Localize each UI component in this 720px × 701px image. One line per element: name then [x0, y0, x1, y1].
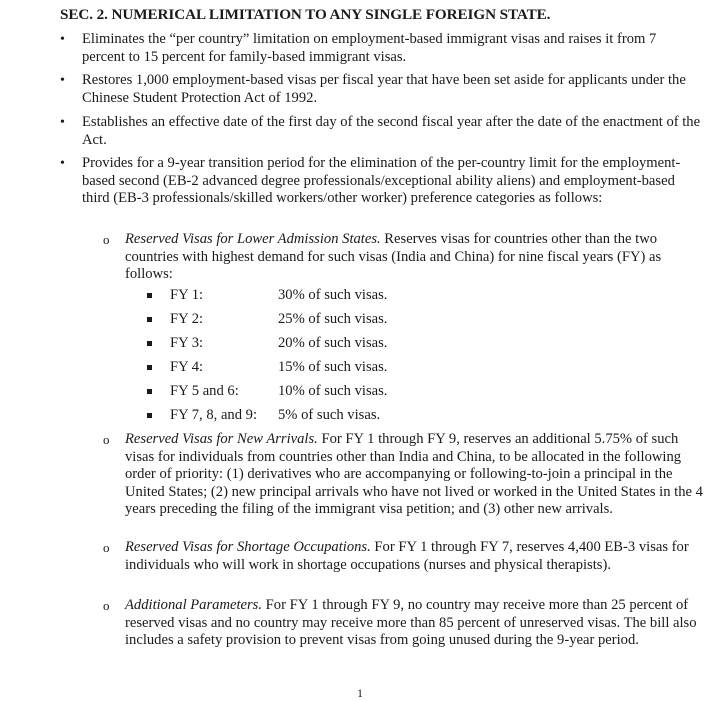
bullet-icon: • [60, 156, 65, 171]
sub-bullet-text: For FY 1 through FY 9, no country may receive more than 25 percent of reserved visas and no country may receive more than 85 percent of unreserved visas. The bill also includes a safety provision to prevent visas from going unused during the 9-year period. [125, 597, 697, 648]
fy-label: FY 5 and 6: [170, 383, 239, 399]
sub-bullet-item [103, 431, 705, 519]
bullet-icon: • [60, 32, 65, 47]
bullet-item [60, 114, 702, 149]
bullet-text: Establishes an effective date of the first day of the second fiscal year after the date of the enactment of the Act. [82, 114, 701, 148]
section-heading: SEC. 2. NUMERICAL LIMITATION TO ANY SINGLE FOREIGN STATE. [60, 6, 551, 23]
fy-label: FY 1: [170, 287, 204, 303]
fy-value: 10% of such visas. [278, 383, 388, 399]
sub-bullet-lead: Reserved Visas for Shortage Occupations. [125, 539, 371, 555]
bullet-text: Eliminates the “per country” limitation on employment-based immigrant visas and raises it from 7 percent to 15 percent for family-based immigrant visas. [82, 31, 657, 65]
circle-bullet-icon: o [103, 540, 110, 555]
fy-label: FY 4: [170, 359, 204, 375]
sub-bullet-item [103, 597, 705, 650]
bullet-text: Restores 1,000 employment-based visas per fiscal year that have been set aside for applicants under the Chinese Student Protection Act of 1992. [82, 72, 686, 106]
sub-bullet-text: For FY 1 through FY 9, reserves an additional 5.75% of such visas for individuals from countries other than India and China, to be allocated in the following order of priority: (1) derivatives who are accompanying or following-to-join a principal in the United States; (2) new principal arrivals who have not lived or worked in the United States in the 4 years preceding the filing of the immigrant visa petition; and (3) other new arrivals. [125, 431, 703, 517]
fy-value: 20% of such visas. [278, 335, 388, 351]
square-bullet-icon [147, 413, 152, 418]
bullet-item [60, 155, 702, 208]
fy-value: 15% of such visas. [278, 359, 388, 375]
fy-label: FY 3: [170, 335, 204, 351]
square-bullet-icon [147, 341, 152, 346]
bullet-item [60, 31, 702, 66]
fy-label: FY 2: [170, 311, 204, 327]
sub-bullet-lead: Reserved Visas for New Arrivals. [125, 431, 318, 447]
square-bullet-icon [147, 365, 152, 370]
sub-bullet-item [103, 231, 705, 284]
fy-value: 25% of such visas. [278, 311, 388, 327]
page-number: 1 [357, 686, 363, 700]
bullet-icon: • [60, 73, 65, 88]
circle-bullet-icon: o [103, 432, 110, 447]
fy-value: 5% of such visas. [278, 407, 381, 423]
circle-bullet-icon: o [103, 232, 110, 247]
fy-value: 30% of such visas. [278, 287, 388, 303]
bullet-item [60, 72, 702, 107]
sub-bullet-text: Reserves visas for countries other than the two countries with highest demand for such visas (India and China) for nine fiscal years (FY) as follows: [125, 231, 662, 282]
bullet-icon: • [60, 115, 65, 130]
circle-bullet-icon: o [103, 598, 110, 613]
sub-bullet-lead: Additional Parameters. [125, 597, 263, 613]
sub-bullet-text: For FY 1 through FY 7, reserves 4,400 EB-3 visas for individuals who will work in shortage occupations (nurses and physical therapists). [125, 539, 689, 573]
square-bullet-icon [147, 389, 152, 394]
square-bullet-icon [147, 293, 152, 298]
fy-label: FY 7, 8, and 9: [170, 407, 258, 423]
square-bullet-icon [147, 317, 152, 322]
bullet-text: Provides for a 9-year transition period for the elimination of the per-country limit for the employment-based second (EB-2 advanced degree professionals/exceptional ability aliens) and employment-based third (EB-3 professionals/skilled workers/other worker) preference categories as follows: [82, 155, 681, 206]
sub-bullet-item [103, 539, 705, 574]
sub-bullet-lead: Reserved Visas for Lower Admission States. [125, 231, 381, 247]
